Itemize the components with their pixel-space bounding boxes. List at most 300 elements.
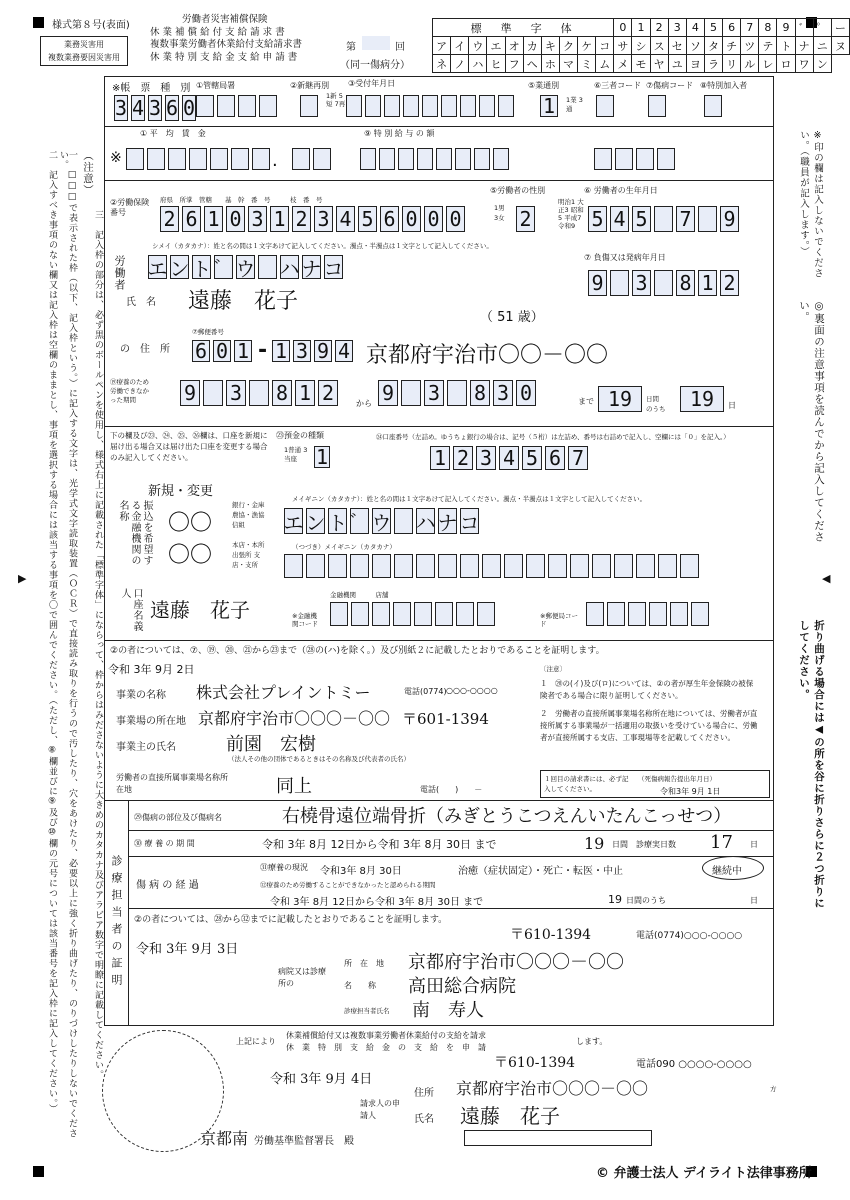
input-box[interactable]: 4: [131, 96, 145, 120]
input-box[interactable]: [455, 148, 471, 170]
tsuzuki-note: （つづき）メイギニン（カタカナ）: [292, 543, 396, 551]
jitsu-label: 日間 診療実日数: [612, 840, 676, 849]
input-box[interactable]: 7: [568, 446, 588, 470]
form-title: [150, 14, 302, 64]
input-box[interactable]: [691, 602, 709, 626]
input-box[interactable]: 9: [180, 380, 200, 406]
std-char-cell: シ: [632, 37, 650, 55]
uketsuke-boxes: [346, 95, 514, 117]
kikan-label: ㉚ 療 養 の 期 間: [134, 839, 195, 848]
input-box[interactable]: [636, 148, 654, 170]
koza-meigi-label: 口座名義人: [119, 588, 142, 632]
input-box[interactable]: [398, 148, 414, 170]
fusho-label: ⑦ 負傷又は発病年月日: [584, 253, 666, 262]
input-box[interactable]: 2: [516, 206, 535, 232]
input-box[interactable]: [284, 554, 303, 578]
input-box[interactable]: [479, 95, 495, 117]
std-chars-label: 標 準 字 体: [433, 19, 614, 37]
footer-addr: 京都府宇治市〇〇〇－〇〇: [456, 1079, 649, 1098]
keika-label: 傷 病 の 経 過: [136, 880, 199, 891]
branch-type: 本店・本所 出張所 支店・支所: [232, 541, 265, 569]
input-box[interactable]: [422, 95, 438, 117]
input-box[interactable]: 4: [610, 206, 629, 232]
input-box[interactable]: 3: [148, 96, 162, 120]
input-box[interactable]: [403, 95, 419, 117]
input-box[interactable]: [657, 148, 675, 170]
employer-addr-label: 事業場の所在地: [116, 716, 186, 727]
input-box[interactable]: 1: [698, 270, 717, 296]
std-char-cell: メ: [614, 55, 632, 73]
std-char-cell: ー: [831, 19, 849, 37]
std-char-cell: モ: [632, 55, 650, 73]
std-char-cell: ソ: [686, 37, 704, 55]
input-box[interactable]: 4: [336, 206, 355, 232]
input-box[interactable]: [238, 95, 256, 117]
input-box[interactable]: 2: [453, 446, 473, 470]
std-char-cell: ゛: [795, 19, 813, 37]
kikan-value: 令和 3年 8月 12日から令和 3年 8月 30日 まで: [262, 838, 497, 851]
input-box[interactable]: コ: [323, 256, 344, 281]
worker-age: （ 51 歳）: [480, 310, 544, 325]
kikan-days: 19: [584, 834, 605, 853]
std-char-cell: ア: [433, 37, 451, 55]
input-box[interactable]: 3: [424, 380, 444, 406]
death-report-date: 令和3年 9月 1日: [660, 787, 721, 796]
meigi-note: メイギニン（カタカナ）：姓と名の間は１文字あけて記入してください。濁点・半濁点は１文字として記入してください。: [292, 495, 647, 503]
input-box[interactable]: 8: [272, 380, 292, 406]
input-box[interactable]: 3: [314, 206, 333, 232]
input-box[interactable]: 6: [545, 446, 565, 470]
input-box[interactable]: [365, 95, 381, 117]
shimei-note: シメイ（カタカナ）：姓と名の間は１文字あけて記入してください。濁点・半濁点は１文字として記入してください。: [152, 242, 493, 250]
input-box[interactable]: [417, 148, 433, 170]
direct-label: 労働者の直接所属事業場名称所在地: [116, 773, 228, 794]
input-box[interactable]: [126, 148, 144, 170]
input-box[interactable]: [300, 95, 318, 117]
claim-count-dai: 第: [346, 42, 356, 53]
std-char-cell: ツ: [741, 37, 759, 55]
input-box[interactable]: 3: [114, 96, 128, 120]
shinki-label: ②新継再別: [290, 81, 330, 90]
input-box[interactable]: [649, 602, 667, 626]
rodo-nichi: 日: [750, 896, 758, 905]
input-box[interactable]: エ: [284, 508, 303, 534]
input-box[interactable]: 6: [380, 206, 399, 232]
std-char-cell: ネ: [433, 55, 451, 73]
left-note-2: 二 記入すべき事項のない欄又は記入枠は空欄のままとし、事項を選択する場合には該当する事項を〇で囲んでください。（ただし、⑧欄並びに⑨及び⑩欄の元号については該当番号を記入枠に記入してください。）: [47, 150, 57, 1114]
std-char-cell: セ: [668, 37, 686, 55]
input-box[interactable]: [210, 148, 228, 170]
hosp-label: 病院又は診療所の: [278, 967, 326, 988]
chohyo-label: ※帳 票 種 別: [112, 83, 191, 94]
input-box[interactable]: ン: [306, 508, 325, 534]
employer-note-2: ２ 労働者の直接所属事業場名称所在地については、労働者が直接所属する事業場が一括適用の取扱いを受けている場合に、労働者が直接所属する支店、工事現場等を記載してください。: [540, 709, 758, 742]
std-char-cell: サ: [614, 37, 632, 55]
std-char-cell: ミ: [578, 55, 596, 73]
fusho-boxes: [588, 270, 739, 296]
input-box[interactable]: [330, 602, 348, 626]
std-char-cell: ヨ: [686, 55, 704, 73]
std-char-cell: ハ: [469, 55, 487, 73]
rosai-label: ②労働保険番号: [110, 198, 150, 217]
meigi-continued-boxes: [284, 554, 699, 578]
koza-note: ㉔口座番号（左詰め。ゆうちょ銀行の場合は、記号（５桁）は左詰め、番号は右詰めで記入し、空欄には「０」を記入。）: [376, 433, 730, 441]
input-box[interactable]: [346, 95, 362, 117]
seibetsu-box: [516, 206, 535, 232]
days-b-box: 19: [680, 386, 724, 412]
kara-label: から: [356, 399, 372, 408]
input-box[interactable]: [680, 554, 699, 578]
input-box[interactable]: 5: [358, 206, 377, 232]
input-box[interactable]: [441, 95, 457, 117]
std-char-cell: ト: [777, 37, 795, 55]
input-box[interactable]: 0: [402, 206, 421, 232]
std-char-cell: ケ: [578, 37, 596, 55]
input-box[interactable]: 1: [540, 95, 558, 117]
input-box[interactable]: [493, 148, 509, 170]
tokubetsu-kyuyo-label: ⑨ 特 別 給 与 の 額: [364, 129, 435, 138]
input-box[interactable]: 9: [588, 270, 607, 296]
employer-notes-title: 〔注意〕: [540, 665, 566, 673]
kinyu-code-boxes: [330, 602, 495, 626]
input-box[interactable]: ナ: [438, 508, 457, 534]
yubin-code-boxes: [586, 602, 709, 626]
claim-text-a: 上記により: [236, 1037, 276, 1046]
death-report-label: （死傷病報告提出年月日）: [638, 775, 716, 783]
input-box[interactable]: [526, 554, 545, 578]
input-box[interactable]: [570, 554, 589, 578]
jusho-code-box: [648, 95, 666, 117]
input-box[interactable]: [401, 380, 421, 406]
input-box[interactable]: [249, 380, 269, 406]
chohyo-code-boxes: [114, 95, 196, 121]
std-char-cell: 8: [759, 19, 777, 37]
input-box[interactable]: 1: [234, 340, 252, 362]
input-box[interactable]: 2: [720, 270, 739, 296]
input-box[interactable]: 5: [632, 206, 651, 232]
input-box[interactable]: [654, 270, 673, 296]
input-box[interactable]: [636, 554, 655, 578]
input-box[interactable]: [436, 148, 452, 170]
claim-type-badge: [40, 36, 128, 66]
footer-date: 令和 3年 9月 4日: [270, 1072, 373, 1087]
input-box[interactable]: [438, 554, 457, 578]
genkyo-label: ㉛療養の現況: [260, 863, 308, 872]
furikomi-label: 振込を希望する金融機関の名称: [117, 500, 152, 566]
rodo-days: 19: [608, 893, 622, 906]
nichi-label: 日: [728, 401, 736, 410]
input-box[interactable]: [306, 554, 325, 578]
input-box[interactable]: 6: [192, 340, 210, 362]
std-char-cell: ラ: [704, 55, 722, 73]
input-box[interactable]: 3: [293, 340, 311, 362]
input-box[interactable]: [313, 148, 331, 170]
input-box[interactable]: [628, 602, 646, 626]
right-note-3: 折り曲げる場合には◀の所を谷に折りさらに２つ折りにしてください。: [798, 620, 825, 909]
input-box[interactable]: [360, 148, 376, 170]
input-box[interactable]: [259, 95, 277, 117]
input-box[interactable]: 8: [676, 270, 695, 296]
bank-type: 銀行・金庫 農協・漁協 信組: [232, 501, 265, 529]
std-char-cell: ロ: [777, 55, 795, 73]
office-name: 京都南: [200, 1129, 249, 1148]
input-box[interactable]: [394, 554, 413, 578]
yokin-options: 1普通 3当座: [284, 446, 308, 463]
sanji-box: [596, 95, 614, 117]
input-box[interactable]: 3: [632, 270, 651, 296]
input-box[interactable]: [548, 554, 567, 578]
input-box[interactable]: 0: [516, 380, 536, 406]
input-box[interactable]: [393, 602, 411, 626]
input-box[interactable]: 3: [476, 446, 496, 470]
input-box[interactable]: [698, 206, 717, 232]
gyotsu-box: [540, 95, 558, 117]
input-box[interactable]: [189, 148, 207, 170]
input-box[interactable]: ウ: [235, 256, 256, 281]
employer-name-label: 事業の名称: [116, 690, 166, 701]
input-box[interactable]: ン: [169, 256, 190, 281]
seinen-boxes: [588, 206, 739, 232]
input-box[interactable]: ハ: [279, 256, 300, 281]
input-box[interactable]: 2: [292, 206, 311, 232]
claim-count-input[interactable]: [362, 36, 390, 50]
input-box[interactable]: 0: [446, 206, 465, 232]
first-claim: １回目の請求書には、必ず記入してください。: [544, 775, 629, 793]
std-char-cell: ス: [650, 37, 668, 55]
input-box[interactable]: [460, 95, 476, 117]
heikin-label: ① 平 均 賃 金: [140, 129, 206, 138]
title-line-1: 休 業 補 償 給 付 支 給 請 求 書: [150, 26, 285, 38]
claim-text-b1: 休業補償給付又は複数事業労働者休業給付の支給を請求: [286, 1031, 486, 1040]
input-box[interactable]: 7: [676, 206, 695, 232]
input-box[interactable]: [372, 602, 390, 626]
badge-line-2: 複数業務要因災害用: [48, 53, 120, 62]
input-box[interactable]: 1: [315, 445, 329, 469]
seibetsu-label: ⑤労働者の性別: [490, 186, 546, 195]
input-box[interactable]: 5: [588, 206, 607, 232]
input-box[interactable]: 6: [182, 206, 201, 232]
std-char-cell: ニ: [813, 37, 831, 55]
input-box[interactable]: 3: [248, 206, 267, 232]
yubin-label: ⑦郵便番号: [192, 328, 224, 336]
input-box[interactable]: ハ: [416, 508, 435, 534]
std-char-cell: 0: [614, 19, 632, 37]
input-box[interactable]: [231, 148, 249, 170]
input-box[interactable]: [203, 380, 223, 406]
claimant-label: 請求人の申請人: [360, 1099, 400, 1120]
input-box[interactable]: [414, 602, 432, 626]
std-char-cell: 7: [741, 19, 759, 37]
heikin-boxes: [126, 148, 270, 170]
input-box[interactable]: [614, 554, 633, 578]
input-box[interactable]: 6: [165, 96, 179, 120]
input-box[interactable]: [607, 602, 625, 626]
input-box[interactable]: [704, 95, 722, 117]
input-box[interactable]: 9: [378, 380, 398, 406]
input-box[interactable]: [416, 554, 435, 578]
badge-line-1: 業務災害用: [64, 40, 104, 49]
input-box[interactable]: [384, 95, 400, 117]
employer-date: 令和 3年 9月 2日: [108, 663, 195, 676]
input-box[interactable]: [435, 602, 453, 626]
input-box[interactable]: ト: [191, 256, 212, 281]
hosp-name-label: 名 称: [344, 981, 376, 990]
input-box[interactable]: [658, 554, 677, 578]
input-box[interactable]: [594, 148, 612, 170]
koza-number-boxes: [430, 446, 588, 470]
koza-meigi: 遠藤 花子: [150, 598, 250, 622]
rodo-period: 令和 3年 8月 12日から令和 3年 8月 30日 まで: [270, 897, 484, 908]
std-char-cell: マ: [559, 55, 577, 73]
input-box[interactable]: [217, 95, 235, 117]
footer-zip: 〒610-1394: [494, 1055, 576, 1071]
input-box[interactable]: [477, 602, 495, 626]
input-box[interactable]: エ: [147, 256, 168, 281]
input-box[interactable]: [586, 602, 604, 626]
uketsuke-label: ③受付年月日: [348, 79, 396, 88]
input-box[interactable]: ナ: [301, 256, 322, 281]
std-char-cell: オ: [505, 37, 523, 55]
doctor-side-label: 診療担当者の証明: [110, 855, 123, 991]
shinki-options: 1新 5短 7再: [326, 92, 346, 108]
seibetsu-options: 1男 3女: [494, 204, 505, 222]
input-box[interactable]: [292, 148, 310, 170]
input-box[interactable]: [328, 554, 347, 578]
input-box[interactable]: [654, 206, 673, 232]
ryoyo-label: ⑲療養のため労働できなかった期間: [110, 378, 149, 404]
rodo-note: ㉜療養のため労働することができなかったと認められる期間: [260, 881, 436, 889]
input-box[interactable]: [147, 148, 165, 170]
std-char-cell: ヌ: [831, 37, 849, 55]
input-box[interactable]: [372, 554, 391, 578]
input-box[interactable]: 3: [226, 380, 246, 406]
std-char-cell: テ: [759, 37, 777, 55]
input-box[interactable]: [447, 380, 467, 406]
copyright: © 弁護士法人 デイライト法律事務所: [596, 1166, 812, 1181]
kana-name-boxes: [148, 255, 343, 279]
input-box[interactable]: [196, 95, 214, 117]
input-box[interactable]: 1: [204, 206, 223, 232]
input-box[interactable]: [670, 602, 688, 626]
rodo-uchi: 日間のうち: [626, 896, 666, 905]
std-char-cell: 6: [723, 19, 741, 37]
input-box[interactable]: [456, 602, 474, 626]
input-box[interactable]: [596, 95, 614, 117]
gyotsu-options: 1業 3通: [566, 96, 583, 113]
input-box[interactable]: [648, 95, 666, 117]
nouchi-label: のうち: [646, 405, 666, 413]
std-char-cell: ウ: [469, 37, 487, 55]
employer-tel-label: 電話(0774): [404, 687, 447, 696]
input-box[interactable]: 1: [295, 380, 315, 406]
input-box[interactable]: [482, 554, 501, 578]
input-box[interactable]: [379, 148, 395, 170]
genkyo-date: 令和3年 8月 30日: [320, 866, 402, 877]
doctor-name-label: 診療担当者氏名: [344, 1007, 390, 1015]
input-box[interactable]: 1: [270, 206, 289, 232]
input-box[interactable]: [168, 148, 186, 170]
genkyo-selected: 継続中: [712, 866, 742, 877]
office-suffix: 労働基準監督署長 殿: [254, 1136, 354, 1147]
input-box[interactable]: [615, 148, 633, 170]
input-box[interactable]: 2: [318, 380, 338, 406]
input-box[interactable]: 0: [213, 340, 231, 362]
std-char-cell: エ: [487, 37, 505, 55]
input-box[interactable]: 9: [720, 206, 739, 232]
seinen-era-options: 明治1 大正3 昭和5 平成7 令和9: [558, 198, 584, 230]
input-box[interactable]: ウ: [372, 508, 391, 534]
input-box[interactable]: 0: [182, 96, 196, 120]
input-box[interactable]: 0: [226, 206, 245, 232]
period-to-boxes: [378, 380, 536, 406]
jitsu-days: 17: [710, 832, 733, 853]
input-box[interactable]: ゛: [213, 256, 234, 281]
input-box[interactable]: 1: [272, 340, 290, 362]
input-box[interactable]: 9: [314, 340, 332, 362]
input-box[interactable]: [394, 508, 413, 534]
std-char-cell: レ: [759, 55, 777, 73]
std-char-cell: ル: [741, 55, 759, 73]
input-box[interactable]: [252, 148, 270, 170]
doctor-tel: 電話(0774)○○○-○○○○: [636, 931, 743, 941]
zip-first-boxes: [192, 340, 252, 362]
input-box[interactable]: [474, 148, 490, 170]
title-line-2: 複数事業労働者休業給付支給請求書: [150, 39, 303, 50]
input-box[interactable]: [460, 554, 479, 578]
input-box[interactable]: コ: [460, 508, 479, 534]
bank-name: 〇〇: [168, 511, 213, 536]
input-box[interactable]: ト: [328, 508, 347, 534]
employer-owner-note: （法人その他の団体であるときはその名称及び代表者の氏名）: [228, 755, 410, 763]
footer-name: 遠藤 花子: [460, 1104, 560, 1128]
rosai-header: 府県 所掌 管轄 基 幹 番 号 枝 番 号: [160, 196, 323, 204]
input-box[interactable]: 3: [493, 380, 513, 406]
shobyo-label: ㉙傷病の部位及び傷病名: [134, 813, 222, 822]
input-box[interactable]: [592, 554, 611, 578]
input-box[interactable]: [350, 554, 369, 578]
koza-henko-note: 下の欄及び㉓、㉔、㉕、㉖欄は、口座を新規に届け出る場合又は届け出た口座を変更する場合のみ記入してください。: [110, 431, 268, 462]
input-box[interactable]: [258, 255, 277, 279]
input-box[interactable]: 5: [522, 446, 542, 470]
input-box[interactable]: [504, 554, 523, 578]
input-box[interactable]: 4: [335, 340, 353, 362]
gyotsu-label: ⑤業通別: [528, 81, 560, 90]
right-note-2: ◎裏面の注意事項を読んでから記入してください。: [798, 300, 825, 543]
doctor-addr: 京都府宇治市〇〇〇－〇〇: [408, 952, 624, 973]
input-box[interactable]: [351, 602, 369, 626]
input-box[interactable]: 4: [499, 446, 519, 470]
input-box[interactable]: 1: [430, 446, 450, 470]
rodosha-label: 労働者: [113, 255, 126, 291]
std-char-cell: ク: [559, 37, 577, 55]
employer-tel: ○○○-○○○○: [446, 686, 498, 695]
std-char-cell: 1: [632, 19, 650, 37]
input-box[interactable]: 8: [470, 380, 490, 406]
input-box[interactable]: [498, 95, 514, 117]
std-char-cell: ヒ: [487, 55, 505, 73]
input-box[interactable]: [610, 270, 629, 296]
code-boxes-right: [594, 148, 675, 170]
std-char-cell: 3: [668, 19, 686, 37]
input-box[interactable]: ゛: [350, 508, 369, 534]
input-box[interactable]: 2: [160, 206, 179, 232]
std-char-cell: 4: [686, 19, 704, 37]
jusho-label: の 住 所: [120, 344, 170, 355]
yokin-box: [314, 446, 330, 468]
input-box[interactable]: 0: [424, 206, 443, 232]
title-line-3: 休 業 特 別 支 給 金 支 給 申 請 書: [150, 51, 298, 63]
doctor-zip: 〒610-1394: [510, 927, 592, 943]
